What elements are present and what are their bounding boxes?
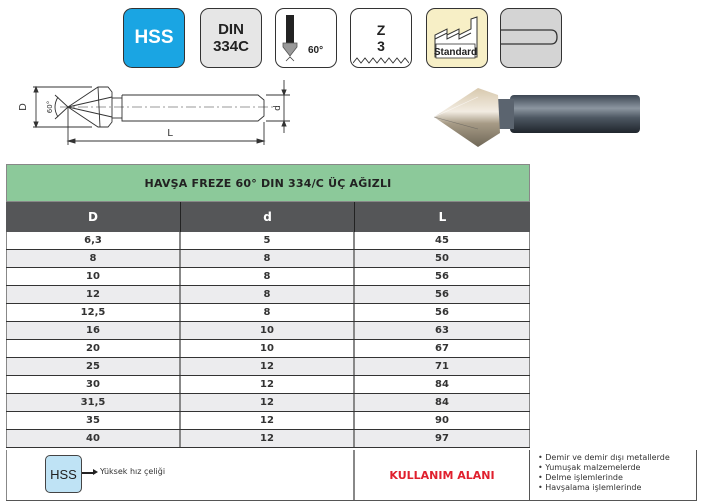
cell-d: 8 [181, 286, 355, 303]
cell-d: 12 [181, 412, 355, 429]
table-title: HAVŞA FREZE 60° DIN 334/C ÜÇ AĞIZLI [6, 164, 530, 202]
table-body [6, 232, 530, 448]
shank-icon [501, 9, 561, 67]
angle-label: 60° [46, 100, 54, 114]
hss-badge-label: HSS [134, 27, 174, 48]
usage-title: KULLANIM ALANI [355, 450, 530, 500]
din-badge-line2: 334C [213, 38, 249, 55]
cell-D: 10 [6, 268, 181, 285]
cell-L: 67 [355, 340, 530, 357]
cell-d: 8 [181, 268, 355, 285]
table-row [6, 394, 530, 412]
column-header-d: d [181, 202, 355, 232]
material-legend [6, 450, 355, 500]
teeth-icon [353, 56, 409, 64]
cell-D: 6,3 [6, 232, 181, 249]
factory-icon [427, 9, 487, 67]
cell-D: 12,5 [6, 304, 181, 321]
usage-item: • Yumuşak malzemelerde [538, 463, 696, 473]
din-badge-line1: DIN [218, 21, 244, 38]
table-row [6, 430, 530, 448]
cell-D: 35 [6, 412, 181, 429]
cell-d: 12 [181, 376, 355, 393]
countersink-angle-label: 60° [308, 45, 324, 56]
cell-L: 50 [355, 250, 530, 267]
cell-L: 84 [355, 394, 530, 411]
cell-D: 16 [6, 322, 181, 339]
table-row [6, 412, 530, 430]
technical-drawing [0, 75, 320, 155]
table-row [6, 268, 530, 286]
cell-d: 10 [181, 340, 355, 357]
cell-D: 8 [6, 250, 181, 267]
cell-d: 12 [181, 430, 355, 447]
product-photo [420, 75, 660, 155]
cell-D: 20 [6, 340, 181, 357]
table-row [6, 232, 530, 250]
usage-list [530, 450, 697, 500]
cell-L: 56 [355, 286, 530, 303]
table-row [6, 358, 530, 376]
hss-legend-badge: HSS [45, 455, 82, 493]
table-row [6, 340, 530, 358]
cell-L: 63 [355, 322, 530, 339]
flute-count-line2: 3 [377, 38, 385, 54]
standard-badge [426, 8, 488, 68]
cell-D: 25 [6, 358, 181, 375]
usage-item: • Delme işlemlerinde [538, 473, 696, 483]
table-row [6, 304, 530, 322]
cell-L: 56 [355, 304, 530, 321]
cell-d: 8 [181, 250, 355, 267]
arrow-right-icon [82, 472, 94, 474]
column-header-D: D [6, 202, 181, 232]
cell-D: 40 [6, 430, 181, 447]
din-badge [200, 8, 262, 68]
cell-L: 90 [355, 412, 530, 429]
cell-d: 8 [181, 304, 355, 321]
table-row [6, 250, 530, 268]
cell-d: 12 [181, 394, 355, 411]
flute-count-badge [350, 8, 412, 68]
cell-L: 45 [355, 232, 530, 249]
cell-D: 31,5 [6, 394, 181, 411]
usage-item: • Demir ve demir dışı metallerde [538, 453, 696, 463]
table-row [6, 322, 530, 340]
hss-badge [123, 8, 185, 68]
diameter-D-label: D [18, 103, 29, 111]
cylindrical-shank-badge [500, 8, 562, 68]
table-header [6, 202, 530, 232]
cell-L: 56 [355, 268, 530, 285]
length-L-label: L [167, 128, 173, 139]
footer-info [6, 450, 697, 501]
table-row [6, 376, 530, 394]
table-row [6, 286, 530, 304]
cell-L: 84 [355, 376, 530, 393]
standard-badge-label: Standard [433, 47, 478, 58]
cell-D: 30 [6, 376, 181, 393]
hss-legend-text: Yüksek hız çeliği [100, 467, 166, 476]
usage-item: • Havşalama işlemlerinde [538, 483, 696, 493]
flute-count-line1: Z [376, 22, 386, 38]
cell-d: 12 [181, 358, 355, 375]
cell-D: 12 [6, 286, 181, 303]
countersink-angle-badge [275, 8, 337, 68]
cell-L: 71 [355, 358, 530, 375]
cell-d: 10 [181, 322, 355, 339]
shank-diameter-d-label: d [273, 105, 283, 111]
column-header-L: L [438, 210, 447, 224]
cell-L: 97 [355, 430, 530, 447]
cell-d: 5 [181, 232, 355, 249]
countersink-icon [276, 9, 336, 67]
